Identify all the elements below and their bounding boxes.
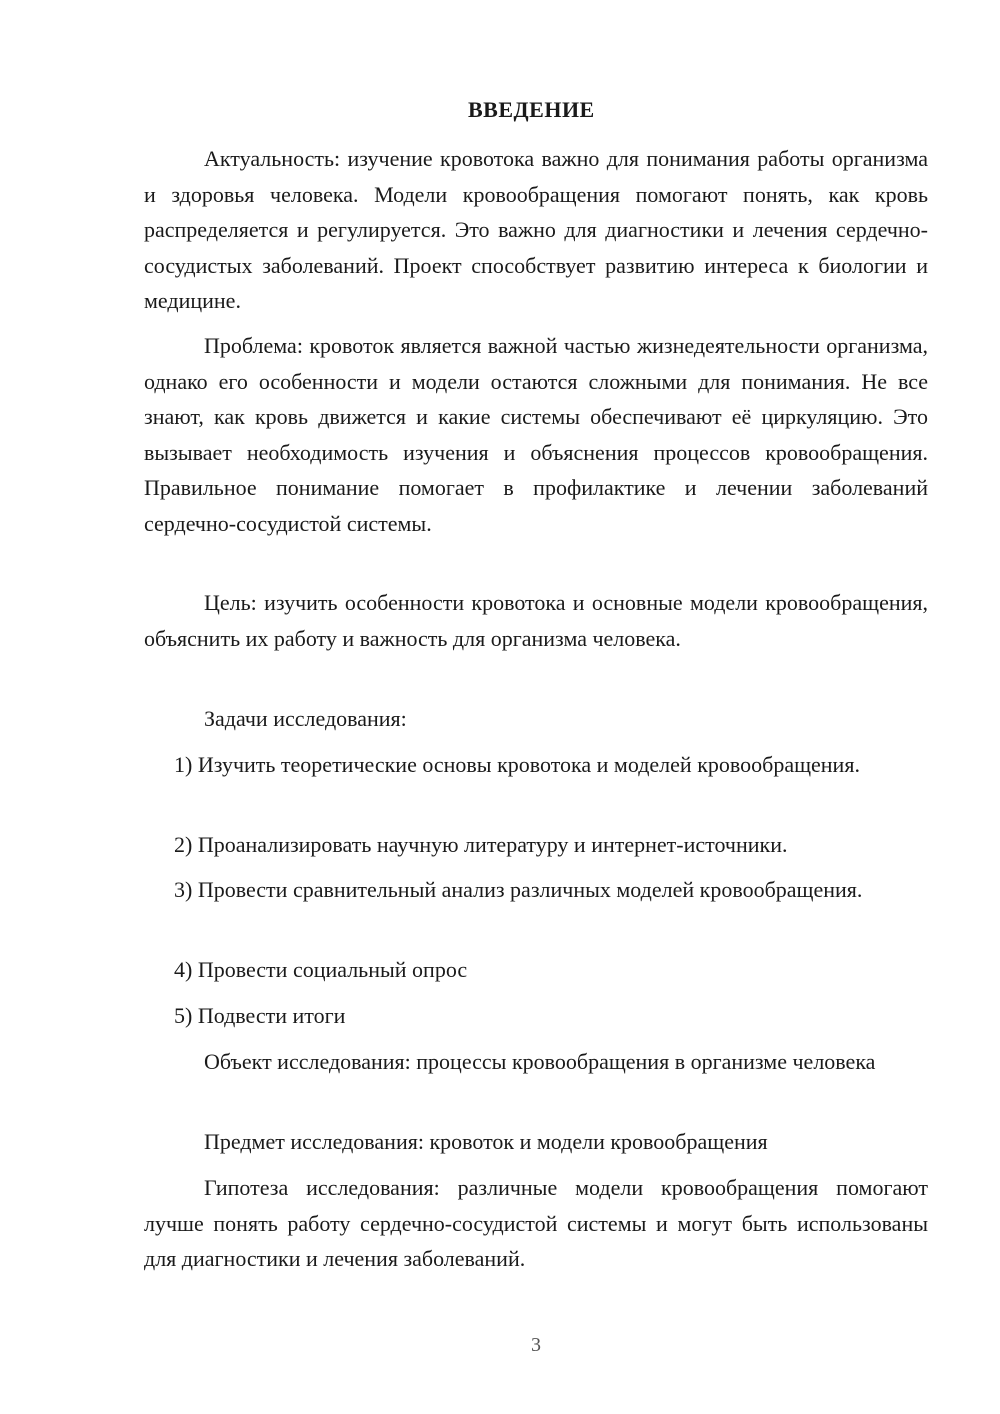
paragraph-goal: Цель: изучить особенности кровотока и основные модели кровообращения, объяснить их работу и важность для организма человека. [144,590,928,651]
task-item-1: 1) Изучить теоретические основы кровотока и моделей кровообращения. [174,752,860,777]
task-item-3: 3) Провести сравнительный анализ различных моделей кровообращения. [174,877,863,902]
section-heading: ВВЕДЕНИЕ [468,97,595,122]
paragraph-object: Объект исследования: процессы кровообращения в организме человека [204,1049,876,1074]
page-number: 3 [531,1334,541,1356]
paragraph-subject: Предмет исследования: кровоток и модели кровообращения [204,1129,768,1154]
task-item-5: 5) Подвести итоги [174,1003,346,1028]
tasks-title: Задачи исследования: [204,706,407,731]
paragraph-relevance: Актуальность: изучение кровотока важно для понимания работы организма и здоровья человека. Модели кровообращения помогают понять, как кровь распределяется и регулируется. Это важно для диагностики и лечения сердечно-сосудистых заболеваний. Проект способствует развитию интереса к биологии и медицине. [144,146,928,313]
paragraph-problem: Проблема: кровоток является важной частью жизнедеятельности организма, однако его особенности и модели остаются сложными для понимания. Не все знают, как кровь движется и какие системы обеспечивают её циркуляцию. Это вызывает необходимость изучения и объяснения процессов кровообращения. Правильное понимание помогает в профилактике и лечении заболеваний сердечно-сосудистой системы. [144,333,928,536]
task-item-4: 4) Провести социальный опрос [174,957,468,982]
paragraph-hypothesis: Гипотеза исследования: различные модели кровообращения помогают лучше понять работу сердечно-сосудистой системы и могут быть использованы для диагностики и лечения заболеваний. [144,1175,928,1271]
task-item-2: 2) Проанализировать научную литературу и интернет-источники. [174,832,788,857]
